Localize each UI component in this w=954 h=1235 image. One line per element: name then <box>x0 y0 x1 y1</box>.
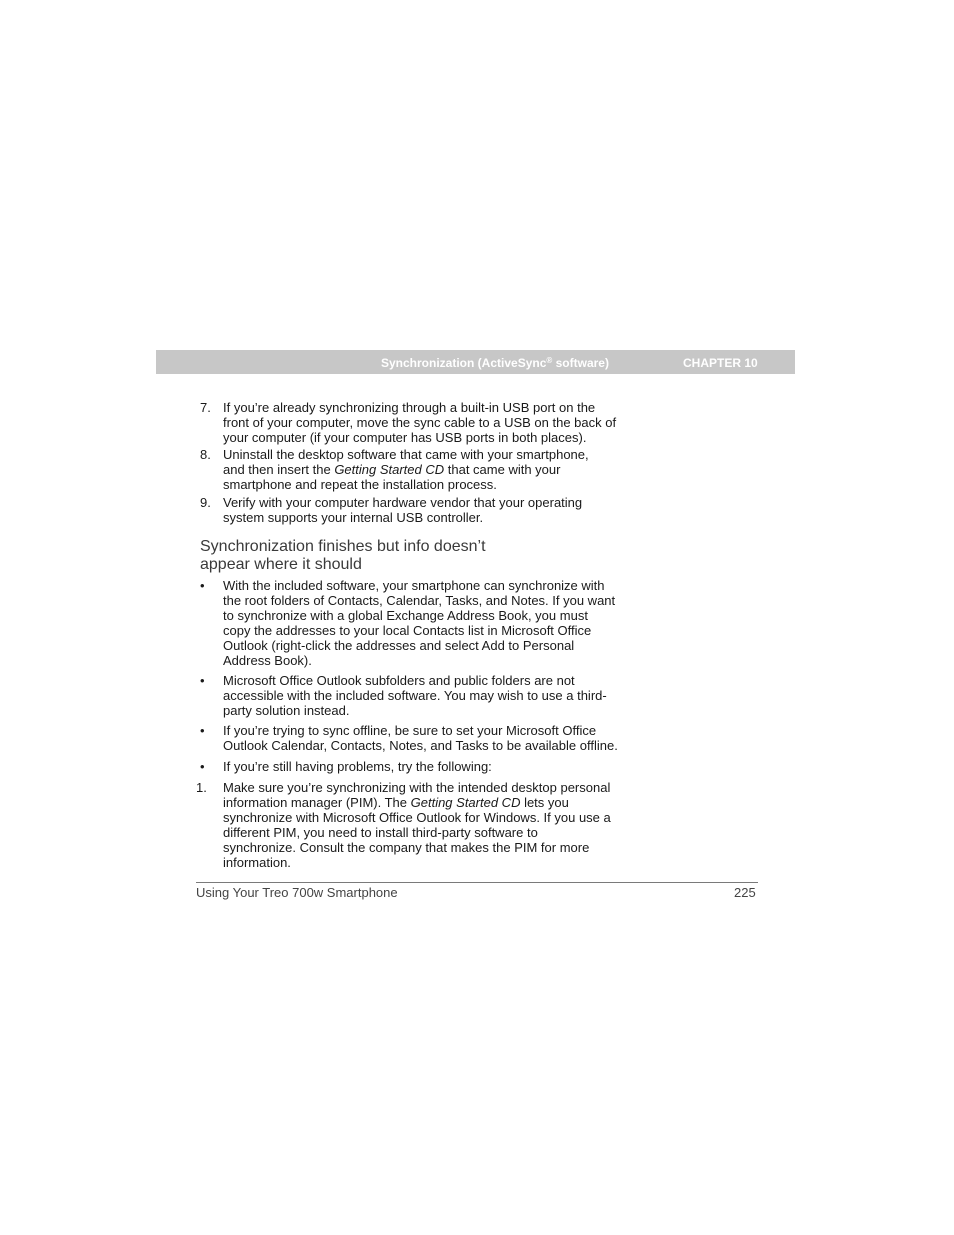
item-number: 8. <box>200 447 211 462</box>
book-title: Getting Started CD <box>410 795 521 810</box>
item-text: Microsoft Office Outlook subfolders and public folders are not accessible with the included software. You may wish to use a third- party solution instead. <box>223 673 607 718</box>
bullet-icon: • <box>200 723 205 738</box>
footer-divider <box>196 882 758 883</box>
item-number: 9. <box>200 495 211 510</box>
chapter-label: CHAPTER 10 <box>683 356 758 370</box>
book-title: Getting Started CD <box>334 462 445 477</box>
item-text: Verify with your computer hardware vendor that your operating system supports your internal USB controller. <box>223 495 583 525</box>
page-number: 225 <box>734 885 756 900</box>
item-text: If you’re still having problems, try the following: <box>223 759 492 774</box>
section-title: Synchronization (ActiveSync® software) <box>381 356 609 370</box>
footer-book-title: Using Your Treo 700w Smartphone <box>196 885 398 900</box>
item-text: Make sure you’re synchronizing with the intended desktop personal information manager (PIM). The Getting Started CD lets you synchronize with Microsoft Office Outlook for Windows. If you use a different PIM, you need to install third-party software to synchronize. Consult the company that makes the PIM for more information. <box>223 780 611 870</box>
bullet-icon: • <box>200 759 205 774</box>
item-text: Uninstall the desktop software that came with your smartphone, and then insert the Getting Started CD that came with your smartphone and repeat the installation process. <box>223 447 589 492</box>
item-number: 7. <box>200 400 211 415</box>
item-text: With the included software, your smartphone can synchronize with the root folders of Contacts, Calendar, Tasks, and Notes. If you want to synchronize with a global Exchange Address Book, you must copy the addresses to your local Contacts list in Microsoft Office Outlook (right-click the addresses and select Add to Personal Address Book). <box>223 578 616 668</box>
section-heading: Synchronization finishes but info doesn’t appear where it should <box>200 538 486 573</box>
item-text: If you’re trying to sync offline, be sure to set your Microsoft Office Outlook Calendar, Contacts, Notes, and Tasks to be available offline. <box>223 723 618 753</box>
bullet-icon: • <box>200 673 205 688</box>
item-number: 1. <box>196 780 207 795</box>
bullet-icon: • <box>200 578 205 593</box>
chapter-header-bar <box>156 350 795 374</box>
item-text: If you’re already synchronizing through a built-in USB port on the front of your computer, move the sync cable to a USB on the back of your computer (if your computer has USB ports in both places). <box>223 400 617 445</box>
